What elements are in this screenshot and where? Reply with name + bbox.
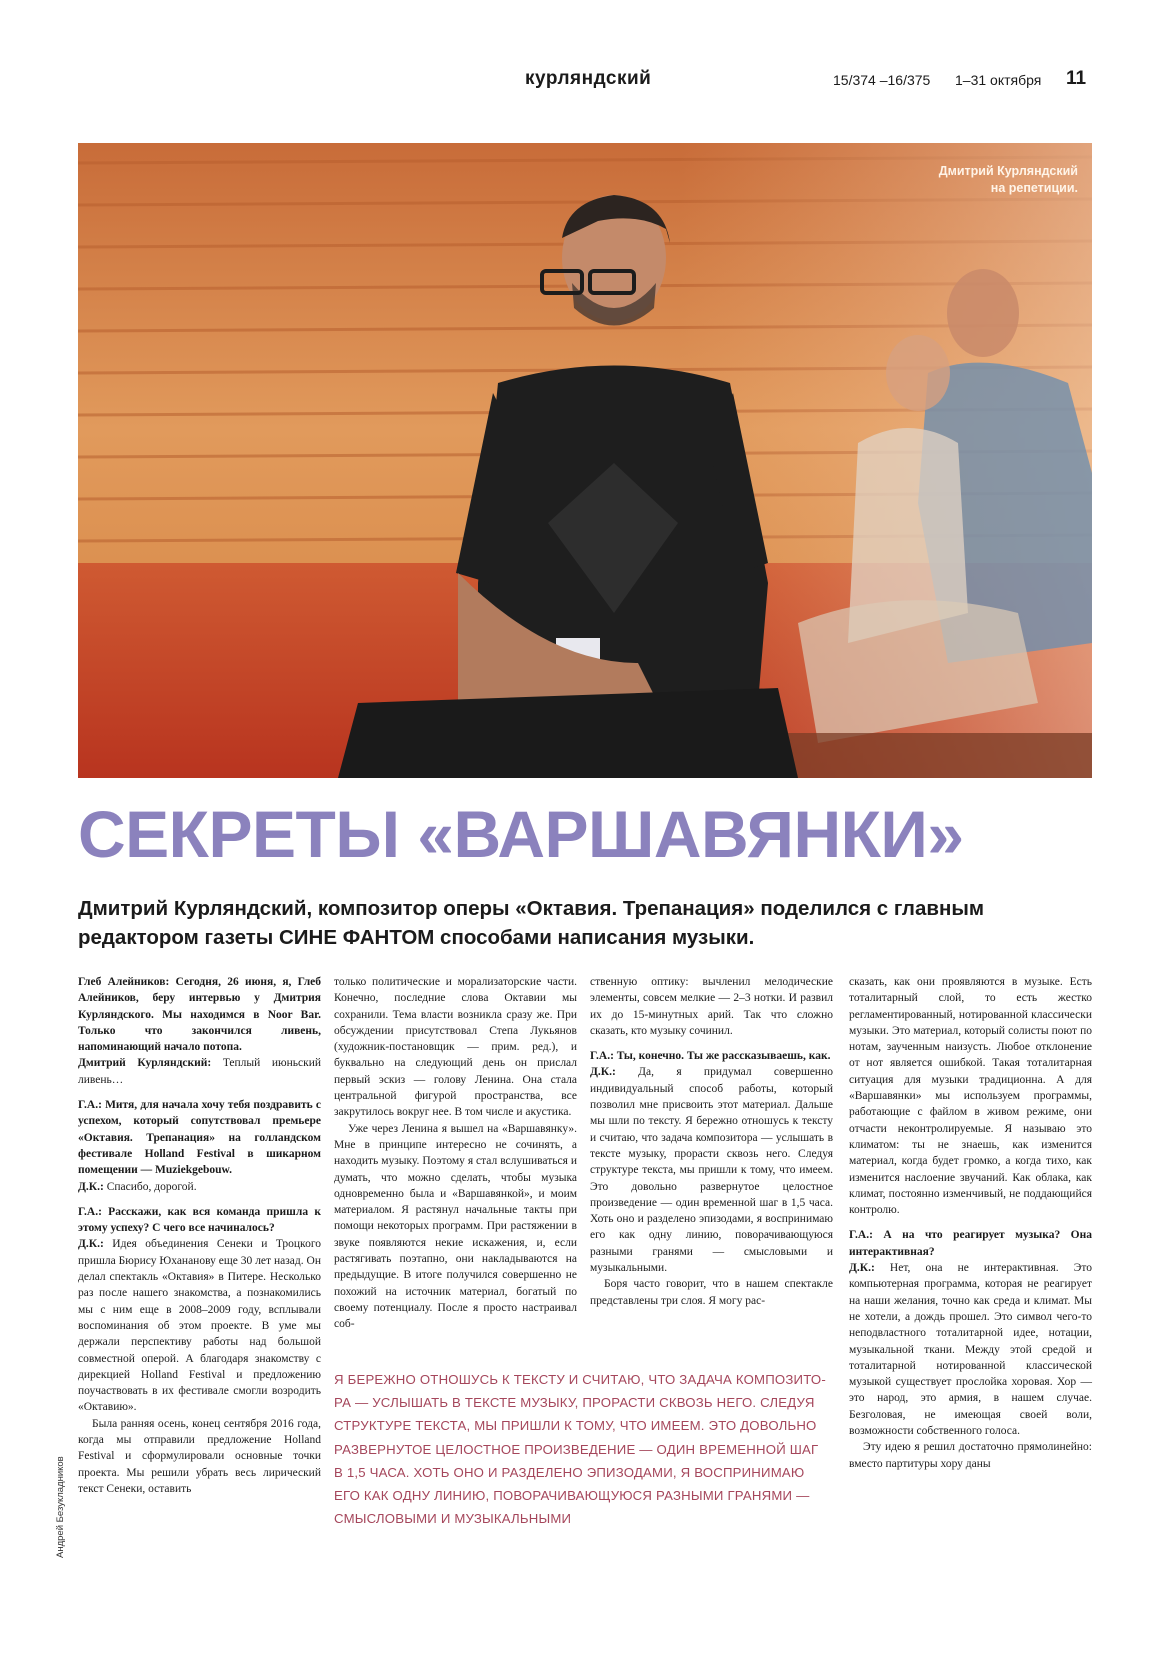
issue-number: 15/374 –16/375	[833, 72, 931, 88]
body-paragraph: сказать, как они проявляются в музыке. Есть тоталитарный слой, то есть жестко регламентированный, нотированной классически музыки. Это материал, который солисты поют по нотам, заученным наизусть. Любое отклонение от нот является ошибкой. Такая тоталитарная ситуация для музыки традиционна. А для «Варшавянки» мы используем программы, работающие с файлом в живом режиме, они отчасти неконтролируемые. Я называю это климатом: ты не знаешь, как изменится материал, когда будет громко, а когда тихо, как изменится наслоение звучаний. Как облака, как климат, постоянно изменчивый, не поддающийся контролю.	[849, 976, 1092, 1217]
interview-question: Г.А.: А на что реагирует музыка? Она интерактивная?	[849, 1229, 1092, 1258]
interview-answer	[78, 1179, 321, 1195]
section-title: курляндский	[525, 68, 652, 89]
body-paragraph: Уже через Ленина я вышел на «Варшавянку». Мне в принципе интересно не сочинять, а находить музыку. Поэтому я стал вслушиваться и думать, что можно сделать, чтобы музыка одновременно была и «Варшавянкой», и моим материалом. Я растянул начальные такты при помощи некоторых программ. При растяжении в звуке появляются некие искажения, и, если растягивать поэтапно, они накладываются на предыдущие. В итоге получился совершенно не похожий на источник материал, богатый по своему потенциалу. После я просто настраивал соб-	[334, 1122, 577, 1331]
page-number: 11	[1066, 68, 1087, 89]
pull-quote-line: В 1,5 ЧАСА. ХОТЬ ОНО И РАЗДЕЛЕНО ЭПИЗОДАМИ, Я ВОСПРИНИМАЮ	[334, 1464, 805, 1480]
article-column-2	[334, 974, 577, 1333]
photo-caption-line: Дмитрий Курляндский	[938, 164, 1078, 178]
page-header	[0, 0, 1170, 120]
article-column-1	[78, 974, 321, 1497]
article-column-3	[590, 974, 833, 1309]
interview-answer	[590, 1064, 833, 1276]
speaker-label: Д.К.:	[590, 1066, 616, 1079]
answer-text: Теплый июньский ливень…	[78, 1057, 321, 1086]
speaker-label: Дмитрий Курляндский:	[78, 1057, 212, 1070]
interview-question: Г.А.: Ты, конечно. Ты же рассказываешь, как.	[590, 1050, 831, 1063]
photo-caption	[939, 163, 1078, 197]
interview-answer	[78, 1055, 321, 1088]
speaker-label: Д.К.:	[78, 1238, 104, 1251]
pull-quote	[334, 1368, 834, 1530]
article-column-4	[849, 974, 1092, 1472]
rehearsal-photo-illustration	[78, 143, 1092, 778]
answer-text: Идея объединения Сенеки и Троцкого пришла Бюрису Юхананову еще 30 лет назад. Он делал спектакль «Октавия» в Питере. Несколько раз после нашего знакомства, а познакомились мы с ним еще в 2008–2009 году, всплывали воспоминания об этом проекте. В уме мы держали перспективу работы над большой совместной оперой. А благодаря знакомству с дирекцией Holland Festival и предложению поучаствовать в их фестивале смогли возродить «Октавию».	[78, 1238, 321, 1414]
answer-text: Нет, она не интерактивная. Это компьютерная программа, которая не реагирует на наши желания, точно как среда и климат. Мы не хотели, а дождь прошел. Это символ чего-то неподвластного тоталитарной идее, нотации, музыкальной ткани. Между этой средой и тоталитарной нотированной классической музыкой существует прослойка хоровая. Хор — это народ, это армия, в нашем случае. Безголовая, не имеющая своей воли, возможности собственного голоса.	[849, 1262, 1092, 1438]
speaker-label: Д.К.:	[78, 1180, 104, 1193]
pull-quote-line: РА — УСЛЫШАТЬ В ТЕКСТЕ МУЗЫКУ, ПРОРАСТИ СКВОЗЬ НЕГО. СЛЕДУЯ	[334, 1395, 815, 1411]
answer-text: Да, я придумал совершенно индивидуальный способ работы, который позволил мне присвоить этот материал. Дальше мы шли по тексту. Я бережно отношусь к тексту и считаю, что задача композитора — услышать в тексте музыку, прорасти сквозь него. Следуя структуре текста, мы пришли к тому, что имеем. Это довольно развернутое целостное произведение — один временной шаг в 1,5 часа. Хоть оно и разделено эпизодами, я воспринимаю его как одну линию, поворачивающуюся разными гранями — смысловыми и музыкальными.	[590, 1066, 833, 1275]
interview-answer	[78, 1236, 321, 1415]
pull-quote-line: ЕГО КАК ОДНУ ЛИНИЮ, ПОВОРАЧИВАЮЩУЮСЯ РАЗНЫМИ ГРАНЯМИ —	[334, 1488, 810, 1504]
article-lead: Дмитрий Курляндский, композитор оперы «Октавия. Трепанация» поделился с главным редактором газеты СИНЕ ФАНТОМ способами написания музыки.	[78, 897, 985, 949]
answer-text: Спасибо, дорогой.	[103, 1180, 197, 1193]
pull-quote-line: РАЗВЕРНУТОЕ ЦЕЛОСТНОЕ ПРОИЗВЕДЕНИЕ — ОДИН ВРЕМЕННОЙ ШАГ	[334, 1441, 819, 1457]
body-paragraph: только политические и морализаторские части. Конечно, последние слова Октавии мы сохранили. Тема власти возникла сразу же. При обсуждении присутствовал Степа Лукьянов (художник-постановщик — прим. ред.), и буквально на следующий день он прислал первый эскиз — голову Ленина. Она стала центральной фигурой пространства, все закрутилось вокруг нее. В том числе и акустика.	[334, 976, 577, 1119]
article-headline: СЕКРЕТЫ «ВАРШАВЯНКИ»	[78, 797, 964, 871]
photo-caption-line: на репетиции.	[990, 181, 1078, 195]
issue-date: 1–31 октября	[955, 72, 1042, 88]
body-paragraph: Была ранняя осень, конец сентября 2016 года, когда мы отправили предложение Holland Festival и сформулировали основные точки проекта. Мы решили убрать весь лирический текст Сенеки, оставить	[78, 1417, 321, 1495]
interview-question: Г.А.: Расскажи, как вся команда пришла к этому успеху? С чего все начиналось?	[78, 1205, 321, 1235]
body-paragraph: Боря часто говорит, что в нашем спектакле представлены три слоя. Я могу рас-	[590, 1278, 833, 1307]
body-paragraph: Эту идею я решил достаточно прямолинейно: вместо партитуры хору даны	[849, 1441, 1092, 1470]
speaker-label: Д.К.:	[849, 1262, 875, 1275]
photo-credit: Андрей Безукладников	[55, 1456, 66, 1558]
article-photo	[78, 143, 1092, 778]
interview-answer	[849, 1260, 1092, 1439]
body-paragraph: ственную оптику: вычленил мелодические элементы, совсем мелкие — 2–3 нотки. И развил их до 15-минутных арий. Так что сложно сказать, кто музыку сочинил.	[590, 976, 833, 1037]
pull-quote-line: СМЫСЛОВЫМИ И МУЗЫКАЛЬНЫМИ	[334, 1511, 572, 1527]
interview-question: Г.А.: Митя, для начала хочу тебя поздравить с успехом, который сопутствовал премьере «Октавия. Трепанация» на голландском фестивале Holland Festival в шикарном помещении — Muziekgebouw.	[78, 1099, 321, 1177]
pull-quote-line: СТРУКТУРЕ ТЕКСТА, МЫ ПРИШЛИ К ТОМУ, ЧТО ИМЕЕМ. ЭТО ДОВОЛЬНО	[334, 1418, 817, 1434]
pull-quote-line: Я БЕРЕЖНО ОТНОШУСЬ К ТЕКСТУ И СЧИТАЮ, ЧТО ЗАДАЧА КОМПОЗИТО-	[334, 1372, 826, 1387]
interview-question: Глеб Алейников: Сегодня, 26 июня, я, Глеб Алейников, беру интервью у Дмитрия Курляндского. Мы находимся в Noor Bar. Только что закончился ливень, напоминающий начало потопа.	[78, 976, 321, 1054]
